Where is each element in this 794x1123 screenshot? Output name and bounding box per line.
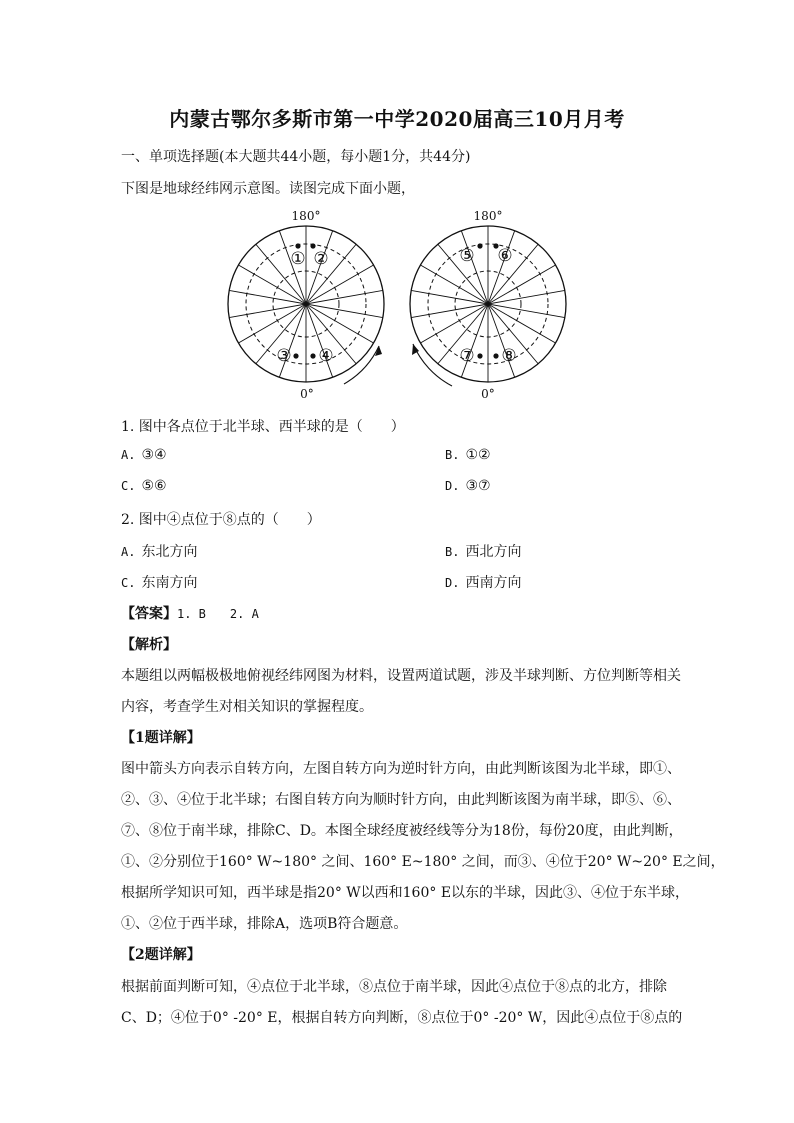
- q1-option-b: [445, 447, 491, 463]
- detail2-line: 根据前面判断可知，④点位于北半球，⑧点位于南半球，因此④点位于⑧点的北方，排除: [121, 979, 667, 995]
- analysis-label: 【解析】: [121, 637, 177, 653]
- rotation-arrow-right: [413, 344, 452, 386]
- option-text: ③④: [141, 447, 167, 463]
- intro-text: 下图是地球经纬网示意图。读图完成下面小题，: [121, 181, 415, 197]
- point-1: ①: [290, 249, 306, 269]
- detail1-line: ①、②分别位于160° W~180° 之间、160° E~180° 之间，而③、④位于20° W~20° E之间，: [121, 854, 725, 870]
- option-text: 东南方向: [141, 575, 198, 591]
- meridian-line: [488, 231, 515, 304]
- point-2: ②: [313, 249, 329, 269]
- option-text: 西北方向: [465, 544, 522, 560]
- meridian-line: [279, 304, 306, 377]
- left-top-label: 180°: [291, 209, 321, 223]
- answer-text: 1. B 2. A: [177, 607, 259, 621]
- detail1-label: 【1题详解】: [121, 730, 201, 746]
- page-title: 内蒙古鄂尔多斯市第一中学2020届高三10月月考: [169, 107, 625, 131]
- option-key: C.: [121, 479, 136, 493]
- answer-label: 【答案】: [121, 606, 177, 622]
- point-7: ⑦: [459, 346, 475, 366]
- detail1-line: ②、③、④位于北半球；右图自转方向为顺时针方向，由此判断该图为南半球，即⑤、⑥、: [121, 792, 681, 808]
- option-text: 西南方向: [465, 575, 522, 591]
- right-top-label: 180°: [473, 209, 503, 223]
- option-key: B.: [445, 448, 460, 462]
- option-key: D.: [445, 576, 460, 590]
- option-key: C.: [121, 576, 136, 590]
- q2-option-d: [445, 572, 521, 592]
- detail1-line: 图中箭头方向表示自转方向，左图自转方向为逆时针方向，由此判断该图为北半球，即①、: [121, 761, 681, 777]
- graticule-figure: [220, 206, 590, 402]
- q2-option-c: [121, 572, 197, 592]
- meridian-line: [488, 304, 515, 377]
- detail1-line: 根据所学知识可知，西半球是指20° W以西和160° E以东的半球，因此③、④位于东半球，: [121, 885, 690, 901]
- detail2-label: 【2题详解】: [121, 947, 201, 963]
- left-polar-diagram: [228, 226, 384, 384]
- question-2-stem: 2. 图中④点位于⑧点的（ ）: [121, 512, 321, 528]
- point-8: ⑧: [501, 346, 517, 366]
- q1-option-c: [121, 478, 167, 494]
- point-6: ⑥: [497, 246, 513, 266]
- right-bottom-label: 0°: [481, 387, 495, 401]
- option-key: A.: [121, 545, 136, 559]
- option-text: 东北方向: [141, 544, 198, 560]
- question-1-stem: 1. 图中各点位于北半球、西半球的是（ ）: [121, 419, 405, 435]
- answer-line: [121, 603, 259, 623]
- detail2-line: C、D；④位于0° -20° E，根据自转方向判断，⑧点位于0° -20° W，因此④点位于⑧点的: [121, 1010, 683, 1026]
- option-key: B.: [445, 545, 460, 559]
- point-5: ⑤: [459, 246, 475, 266]
- rotation-arrow-left: [344, 346, 379, 384]
- option-text: ③⑦: [465, 478, 491, 494]
- option-key: D.: [445, 479, 460, 493]
- meridian-line: [306, 304, 333, 377]
- meridian-line: [461, 231, 488, 304]
- point-4: ④: [318, 346, 334, 366]
- q2-option-b: [445, 541, 521, 561]
- q1-option-d: [445, 478, 491, 494]
- left-bottom-label: 0°: [300, 387, 314, 401]
- option-text: ⑤⑥: [141, 478, 167, 494]
- detail1-line: ①、②位于西半球，排除A，选项B符合题意。: [121, 916, 408, 932]
- detail1-line: ⑦、⑧位于南半球，排除C、D。本图全球经度被经线等分为18份，每份20度，由此判断，: [121, 823, 683, 839]
- analysis-line: 内容，考查学生对相关知识的掌握程度。: [121, 699, 373, 715]
- analysis-line: 本题组以两幅极极地俯视经纬网图为材料，设置两道试题，涉及半球判断、方位判断等相关: [121, 668, 681, 684]
- q1-option-a: [121, 447, 167, 463]
- meridian-line: [461, 304, 488, 377]
- point-3: ③: [276, 346, 292, 366]
- right-polar-diagram: [410, 226, 566, 386]
- option-text: ①②: [465, 447, 491, 463]
- section-header: 一、单项选择题(本大题共44小题，每小题1分，共44分): [121, 149, 471, 165]
- option-key: A.: [121, 448, 136, 462]
- meridian-line: [488, 244, 538, 304]
- q2-option-a: [121, 541, 197, 561]
